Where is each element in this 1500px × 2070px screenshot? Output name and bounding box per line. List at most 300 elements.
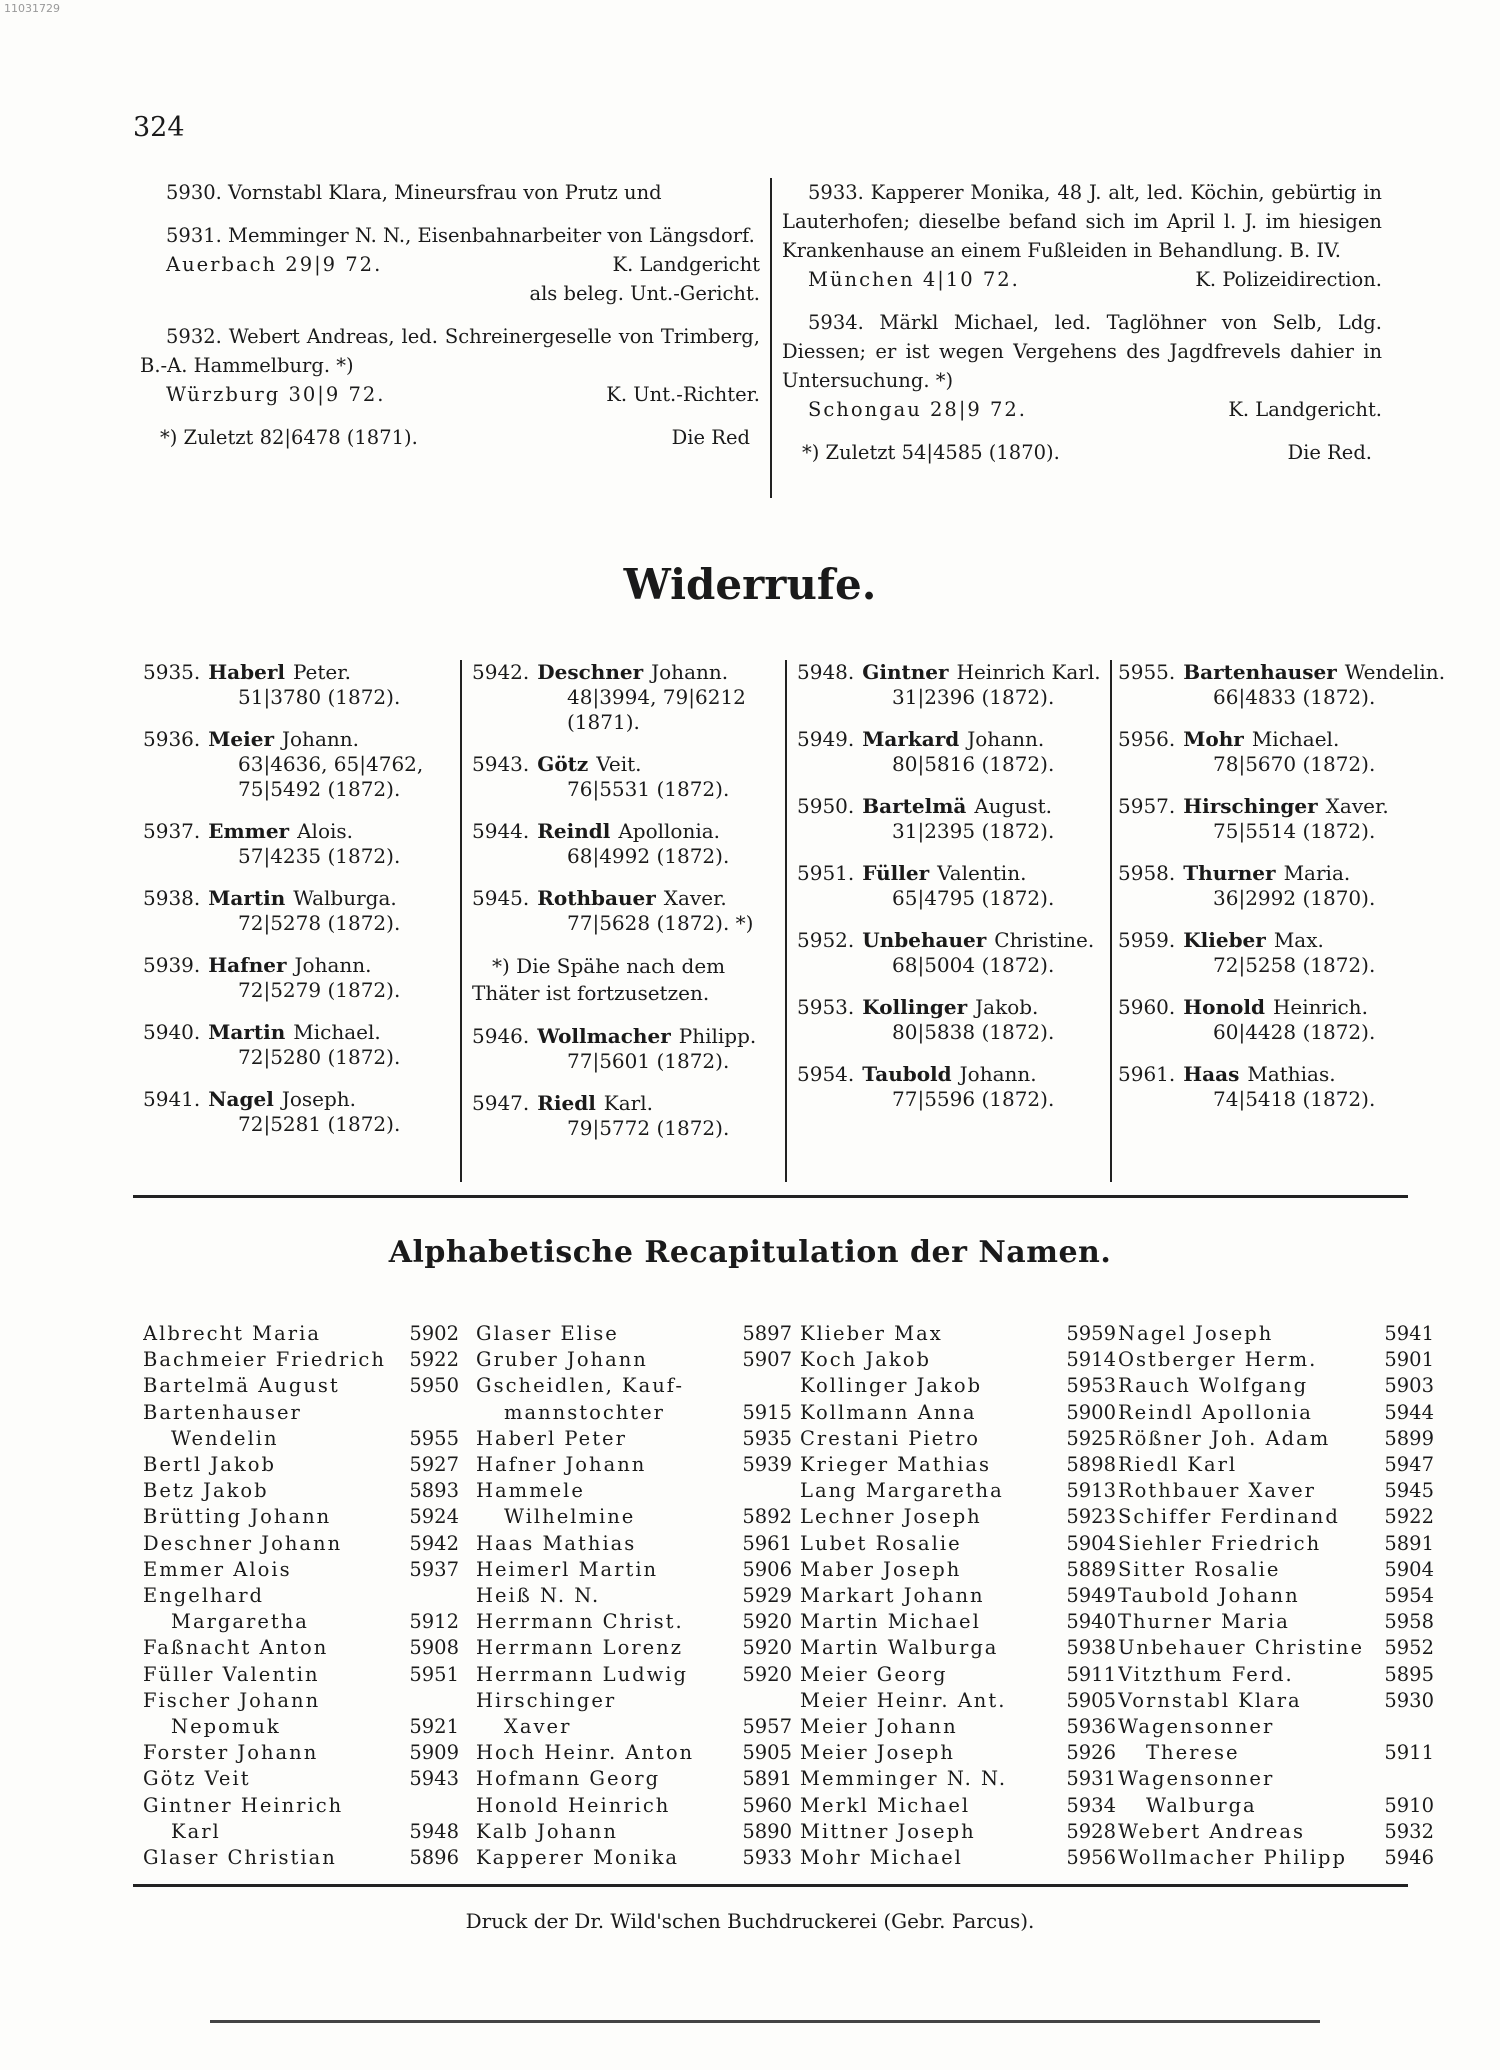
revocation-head — [797, 727, 1107, 752]
index-name: Mittner Joseph — [800, 1819, 976, 1843]
index-row — [143, 1766, 459, 1792]
notice-text: 5930. Vornstabl Klara, Mineursfrau von Prutz und — [166, 181, 662, 204]
notice-entry — [140, 322, 760, 409]
entry-reference: 68|5004 (1872). — [892, 953, 1055, 977]
revocation-entry — [143, 953, 455, 1003]
index-row — [800, 1478, 1116, 1504]
index-row — [476, 1531, 792, 1557]
editor-footnote — [140, 423, 760, 452]
revocation-entry — [143, 660, 455, 710]
entry-surname: Wollmacher — [537, 1024, 671, 1048]
notices-right-column — [782, 178, 1382, 467]
notice-authority: K. Landgericht. — [1228, 398, 1382, 421]
index-row — [476, 1819, 792, 1845]
index-name: Karl — [171, 1819, 221, 1843]
revocation-head — [472, 752, 782, 777]
index-name: Heiß N. N. — [476, 1584, 601, 1608]
index-number: 5927 — [409, 1453, 459, 1477]
entry-reference: 74|5418 (1872). — [1213, 1087, 1376, 1111]
index-name: Hirschinger — [476, 1688, 617, 1712]
index-number: 5956 — [1066, 1846, 1116, 1870]
index-number: 5913 — [1066, 1479, 1116, 1503]
entry-number: 5955. — [1118, 660, 1176, 684]
index-number: 5922 — [1384, 1505, 1434, 1529]
revocation-entry — [1118, 861, 1418, 911]
index-name: Nepomuk — [171, 1715, 281, 1739]
entry-reference: 77|5601 (1872). — [567, 1049, 730, 1073]
index-row — [143, 1819, 459, 1845]
index-row — [143, 1373, 459, 1399]
index-row — [476, 1714, 792, 1740]
index-row — [1118, 1819, 1434, 1845]
entry-surname: Mohr — [1183, 727, 1244, 751]
index-row — [476, 1793, 792, 1819]
entry-number: 5958. — [1118, 861, 1176, 885]
entry-number: 5952. — [797, 928, 855, 952]
index-number: 5921 — [409, 1715, 459, 1739]
index-number: 5961 — [742, 1531, 792, 1555]
index-number: 5899 — [1384, 1426, 1434, 1450]
index-name: Lechner Joseph — [800, 1505, 982, 1529]
index-row — [143, 1845, 459, 1871]
entry-given-name: Michael. — [293, 1020, 381, 1044]
index-row — [1118, 1557, 1434, 1583]
entry-given-name: Heinrich Karl. — [956, 660, 1101, 684]
index-row — [476, 1583, 792, 1609]
bottom-rule — [210, 2020, 1320, 2023]
index-number: 5929 — [742, 1584, 792, 1608]
index-name: Forster Johann — [143, 1741, 319, 1765]
index-number: 5898 — [1066, 1453, 1116, 1477]
index-name: Fischer Johann — [143, 1688, 321, 1712]
index-row — [800, 1400, 1116, 1426]
entry-number: 5946. — [472, 1024, 530, 1048]
index-row — [143, 1609, 459, 1635]
index-number: 5911 — [1066, 1662, 1116, 1686]
entry-given-name: Michael. — [1251, 727, 1340, 751]
index-number: 5938 — [1066, 1636, 1116, 1660]
index-number: 5905 — [742, 1741, 792, 1765]
footnote-sign: Die Red — [671, 426, 750, 449]
entry-surname: Reindl — [537, 819, 611, 843]
index-row — [143, 1347, 459, 1373]
index-name: Ostberger Herm. — [1118, 1348, 1318, 1372]
index-row — [143, 1714, 459, 1740]
entry-given-name: Xaver. — [663, 886, 727, 910]
index-number: 5944 — [1384, 1400, 1434, 1424]
index-name: Engelhard — [143, 1584, 265, 1608]
index-name: Gintner Heinrich — [143, 1793, 344, 1817]
index-number: 5897 — [742, 1322, 792, 1345]
revocation-head — [143, 1087, 455, 1112]
index-name: Haas Mathias — [476, 1531, 637, 1555]
entry-given-name: Wendelin. — [1344, 660, 1446, 684]
column-divider — [1110, 660, 1112, 1182]
revocation-head — [1118, 861, 1418, 886]
index-name: Herrmann Lorenz — [476, 1636, 684, 1660]
index-row — [143, 1400, 459, 1426]
revocation-entry — [143, 1087, 455, 1137]
index-name: Emmer Alois — [143, 1557, 292, 1581]
index-row — [476, 1609, 792, 1635]
index-name: Hafner Johann — [476, 1453, 647, 1477]
entry-number: 5948. — [797, 660, 855, 684]
entry-reference: 75|5492 (1872). — [238, 777, 401, 801]
index-name: Martin Michael — [800, 1610, 981, 1634]
index-name: Margaretha — [171, 1610, 309, 1634]
index-name: Siehler Friedrich — [1118, 1531, 1322, 1555]
index-name: Brütting Johann — [143, 1505, 332, 1529]
revocation-head — [143, 953, 455, 978]
entry-reference: 76|5531 (1872). — [567, 777, 730, 801]
revocation-entry — [797, 727, 1107, 777]
index-number: 5928 — [1066, 1819, 1116, 1843]
revocation-entry — [1118, 660, 1446, 710]
entry-given-name: Jakob. — [975, 995, 1039, 1019]
index-row — [1118, 1740, 1434, 1766]
revocation-entry — [1118, 995, 1418, 1045]
notice-authority: K. Polizeidirection. — [1195, 268, 1382, 291]
index-number: 5909 — [409, 1741, 459, 1765]
entry-reference: 72|5281 (1872). — [238, 1112, 401, 1136]
revocation-head — [797, 861, 1107, 886]
index-name: Götz Veit — [143, 1767, 251, 1791]
entry-number: 5939. — [143, 953, 201, 977]
entry-given-name: Veit. — [596, 752, 642, 776]
index-name: Rößner Joh. Adam — [1118, 1426, 1331, 1450]
revocation-head — [143, 727, 455, 752]
index-row — [800, 1504, 1116, 1530]
revocation-entry — [797, 660, 1107, 710]
entry-reference: 31|2396 (1872). — [892, 685, 1055, 709]
revocations-column-4 — [1118, 660, 1446, 1129]
index-name: Memminger N. N. — [800, 1767, 1008, 1791]
index-name: Lubet Rosalie — [800, 1531, 962, 1555]
index-name: Hofmann Georg — [476, 1767, 661, 1791]
index-name: Herrmann Christ. — [476, 1610, 684, 1634]
editor-footnote — [782, 438, 1382, 467]
index-name: Meier Johann — [800, 1715, 958, 1739]
footnote-text: *) Zuletzt 82|6478 (1871). — [160, 426, 418, 449]
index-name: Kalb Johann — [476, 1819, 618, 1843]
index-number: 5931 — [1066, 1767, 1116, 1791]
index-row — [800, 1635, 1116, 1661]
revocations-column-3 — [797, 660, 1107, 1129]
index-row — [143, 1426, 459, 1452]
index-row — [1118, 1662, 1434, 1688]
index-number: 5947 — [1384, 1453, 1434, 1477]
index-name: Gruber Johann — [476, 1348, 648, 1372]
entry-surname: Rothbauer — [537, 886, 656, 910]
entry-reference: 80|5838 (1872). — [892, 1020, 1055, 1044]
revocation-head — [472, 660, 782, 685]
index-number: 5948 — [409, 1819, 459, 1843]
entry-number: 5945. — [472, 886, 530, 910]
index-name: Betz Jakob — [143, 1479, 269, 1503]
index-number: 5960 — [742, 1793, 792, 1817]
notice-place-date: Schongau 28|9 72. — [808, 398, 1028, 421]
index-name: Rothbauer Xaver — [1118, 1479, 1316, 1503]
entry-number: 5954. — [797, 1062, 855, 1086]
notice-place-date: Auerbach 29|9 72. — [166, 253, 383, 276]
index-row — [800, 1531, 1116, 1557]
index-name: Füller Valentin — [143, 1662, 320, 1686]
index-row — [476, 1426, 792, 1452]
entry-surname: Markard — [862, 727, 960, 751]
entry-surname: Bartelmä — [862, 794, 967, 818]
revocation-head — [1118, 794, 1418, 819]
index-name: Wagensonner — [1118, 1767, 1275, 1791]
entry-given-name: Alois. — [297, 819, 354, 843]
index-name: Xaver — [504, 1715, 572, 1739]
revocation-head — [472, 819, 782, 844]
entry-given-name: Peter. — [292, 660, 351, 684]
entry-surname: Haas — [1183, 1062, 1240, 1086]
index-row — [476, 1452, 792, 1478]
index-name: Riedl Karl — [1118, 1453, 1238, 1477]
revocations-title: Widerrufe. — [623, 560, 877, 609]
entry-reference: 48|3994, 79|6212 (1871). — [567, 685, 746, 734]
index-number: 5945 — [1384, 1479, 1434, 1503]
index-number: 5937 — [409, 1557, 459, 1581]
index-row — [476, 1400, 792, 1426]
revocation-head — [472, 886, 782, 911]
index-column-2 — [476, 1321, 792, 1871]
index-row — [800, 1452, 1116, 1478]
revocation-entry — [143, 1020, 455, 1070]
index-number: 5908 — [409, 1636, 459, 1660]
index-row — [476, 1347, 792, 1373]
entry-given-name: Valentin. — [937, 861, 1027, 885]
entry-surname: Martin — [208, 886, 286, 910]
entry-given-name: Mathias. — [1247, 1062, 1336, 1086]
index-name: Bartelmä August — [143, 1374, 340, 1398]
index-number: 5935 — [742, 1426, 792, 1450]
index-name: Webert Andreas — [1118, 1819, 1305, 1843]
footer-rule — [133, 1884, 1408, 1887]
entry-number: 5953. — [797, 995, 855, 1019]
index-number: 5896 — [409, 1846, 459, 1870]
index-number: 5940 — [1066, 1610, 1116, 1634]
revocation-head — [1118, 995, 1418, 1020]
index-row — [476, 1373, 792, 1399]
index-number: 5920 — [742, 1610, 792, 1634]
index-number: 5941 — [1384, 1322, 1434, 1345]
index-name: Klieber Max — [800, 1322, 943, 1345]
index-name: Bachmeier Friedrich — [143, 1348, 386, 1372]
index-number: 5905 — [1066, 1688, 1116, 1712]
index-name: Bertl Jakob — [143, 1453, 276, 1477]
entry-reference: 72|5279 (1872). — [238, 978, 401, 1002]
index-name: Kollinger Jakob — [800, 1374, 983, 1398]
entry-given-name: Heinrich. — [1272, 995, 1368, 1019]
index-number: 5892 — [742, 1505, 792, 1529]
index-row — [1118, 1688, 1434, 1714]
index-name: Faßnacht Anton — [143, 1636, 329, 1660]
entry-given-name: Karl. — [603, 1091, 653, 1115]
index-name: Vitzthum Ferd. — [1118, 1662, 1294, 1686]
entry-number: 5950. — [797, 794, 855, 818]
index-number: 5959 — [1066, 1322, 1116, 1345]
revocation-head — [797, 660, 1107, 685]
footnote-sign: Die Red. — [1287, 441, 1372, 464]
index-number: 5953 — [1066, 1374, 1116, 1398]
index-number: 5904 — [1384, 1557, 1434, 1581]
index-row — [800, 1714, 1116, 1740]
revocation-entry — [797, 1062, 1107, 1112]
index-row — [1118, 1478, 1434, 1504]
column-divider — [770, 178, 772, 498]
entry-surname: Bartenhauser — [1183, 660, 1337, 684]
entry-number: 5940. — [143, 1020, 201, 1044]
entry-given-name: Johann. — [651, 660, 729, 684]
revocation-head — [797, 1062, 1107, 1087]
index-name: Taubold Johann — [1118, 1584, 1300, 1608]
index-number: 5943 — [409, 1767, 459, 1791]
index-name: Wendelin — [171, 1426, 279, 1450]
index-name: Hoch Heinr. Anton — [476, 1741, 695, 1765]
revocation-entry — [1118, 1062, 1418, 1112]
notice-text: 5933. Kapperer Monika, 48 J. alt, led. Köchin, gebürtig in Lauterhofen; dieselbe befand sich im April l. J. im hiesigen Krankenhause an einem Fußleiden in Behandlung. B. IV. — [782, 181, 1382, 262]
entry-given-name: Max. — [1273, 928, 1324, 952]
index-number: 5924 — [409, 1505, 459, 1529]
index-number: 5900 — [1066, 1400, 1116, 1424]
notice-place-date: München 4|10 72. — [808, 268, 1020, 291]
notice-entry — [140, 178, 760, 207]
entry-given-name: Maria. — [1283, 861, 1351, 885]
index-number: 5934 — [1066, 1793, 1116, 1817]
index-row — [476, 1766, 792, 1792]
index-row — [143, 1478, 459, 1504]
index-name: Therese — [1146, 1741, 1240, 1765]
index-row — [800, 1845, 1116, 1871]
index-number: 5951 — [409, 1662, 459, 1686]
index-number: 5912 — [409, 1610, 459, 1634]
index-number: 5915 — [742, 1400, 792, 1424]
entry-number: 5944. — [472, 819, 530, 843]
index-row — [1118, 1766, 1434, 1792]
index-row — [800, 1557, 1116, 1583]
index-name: Schiffer Ferdinand — [1118, 1505, 1340, 1529]
revocation-entry — [143, 886, 455, 936]
index-number: 5911 — [1384, 1741, 1434, 1765]
index-row — [1118, 1531, 1434, 1557]
index-name: Glaser Elise — [476, 1322, 619, 1345]
index-row — [476, 1478, 792, 1504]
notice-place-line — [782, 265, 1382, 294]
notice-place-date: Würzburg 30|9 72. — [166, 383, 386, 406]
index-row — [143, 1452, 459, 1478]
index-name: Hammele — [476, 1479, 585, 1503]
entry-surname: Martin — [208, 1020, 286, 1044]
revocation-entry — [1118, 727, 1418, 777]
entry-reference: 77|5628 (1872). *) — [567, 911, 754, 935]
entry-number: 5936. — [143, 727, 201, 751]
index-number: 5946 — [1384, 1846, 1434, 1870]
entry-surname: Taubold — [862, 1062, 952, 1086]
section-rule — [133, 1195, 1408, 1198]
index-row — [800, 1793, 1116, 1819]
column-divider — [785, 660, 787, 1182]
index-number: 5891 — [1384, 1531, 1434, 1555]
entry-given-name: Johann. — [294, 953, 372, 977]
entry-number: 5961. — [1118, 1062, 1176, 1086]
index-name: Walburga — [1146, 1793, 1257, 1817]
entry-number: 5938. — [143, 886, 201, 910]
index-row — [1118, 1583, 1434, 1609]
index-row — [1118, 1426, 1434, 1452]
entry-surname: Kollinger — [862, 995, 968, 1019]
index-number: 5910 — [1384, 1793, 1434, 1817]
notice-authority: K. Landgericht — [612, 253, 760, 276]
index-row — [476, 1662, 792, 1688]
index-name: Unbehauer Christine — [1118, 1636, 1365, 1660]
revocation-head — [1118, 928, 1418, 953]
entry-reference: 72|5258 (1872). — [1213, 953, 1376, 977]
entry-reference: 80|5816 (1872). — [892, 752, 1055, 776]
index-row — [800, 1688, 1116, 1714]
index-number: 5952 — [1384, 1636, 1434, 1660]
index-row — [800, 1426, 1116, 1452]
notice-entry — [782, 308, 1382, 424]
index-name: Krieger Mathias — [800, 1453, 992, 1477]
recap-title: Alphabetische Recapitulation der Namen. — [388, 1235, 1112, 1270]
index-number: 5920 — [742, 1636, 792, 1660]
entry-given-name: August. — [974, 794, 1053, 818]
entry-surname: Thurner — [1183, 861, 1276, 885]
revocation-note: *) Die Spähe nach dem Thäter ist fortzusetzen. — [472, 954, 726, 1005]
index-number: 5901 — [1384, 1348, 1434, 1372]
entry-number: 5959. — [1118, 928, 1176, 952]
revocation-head — [1118, 727, 1418, 752]
index-name: Wilhelmine — [504, 1505, 636, 1529]
entry-surname: Nagel — [208, 1087, 274, 1111]
revocation-head — [143, 886, 455, 911]
index-number: 5939 — [742, 1453, 792, 1477]
entry-surname: Meier — [208, 727, 274, 751]
entry-reference: 57|4235 (1872). — [238, 844, 401, 868]
index-number: 5889 — [1066, 1557, 1116, 1581]
index-name: Rauch Wolfgang — [1118, 1374, 1309, 1398]
index-number: 5955 — [409, 1426, 459, 1450]
entry-reference: 66|4833 (1872). — [1213, 685, 1376, 709]
entry-reference: 36|2992 (1870). — [1213, 886, 1376, 910]
entry-given-name: Christine. — [994, 928, 1095, 952]
entry-number: 5956. — [1118, 727, 1176, 751]
entry-number: 5949. — [797, 727, 855, 751]
index-name: Maber Joseph — [800, 1557, 962, 1581]
entry-number: 5951. — [797, 861, 855, 885]
entry-surname: Deschner — [537, 660, 644, 684]
revocation-entry — [472, 1024, 782, 1074]
revocation-head — [472, 1091, 782, 1116]
index-row — [476, 1740, 792, 1766]
index-row — [143, 1635, 459, 1661]
index-name: Kapperer Monika — [476, 1846, 680, 1870]
index-name: Heimerl Martin — [476, 1557, 659, 1581]
revocation-head — [1118, 660, 1446, 685]
index-number: 5903 — [1384, 1374, 1434, 1398]
index-row — [1118, 1793, 1434, 1819]
entry-reference: 31|2395 (1872). — [892, 819, 1055, 843]
page-id: 11031729 — [4, 2, 60, 15]
notice-place-line — [140, 250, 760, 279]
notice-authority-line2: als beleg. Unt.-Gericht. — [529, 282, 760, 305]
notice-text: 5931. Memminger N. N., Eisenbahnarbeiter von Längsdorf. — [166, 224, 755, 247]
notice-authority: K. Unt.-Richter. — [606, 383, 760, 406]
index-number: 5930 — [1384, 1688, 1434, 1712]
revocation-entry — [797, 794, 1107, 844]
